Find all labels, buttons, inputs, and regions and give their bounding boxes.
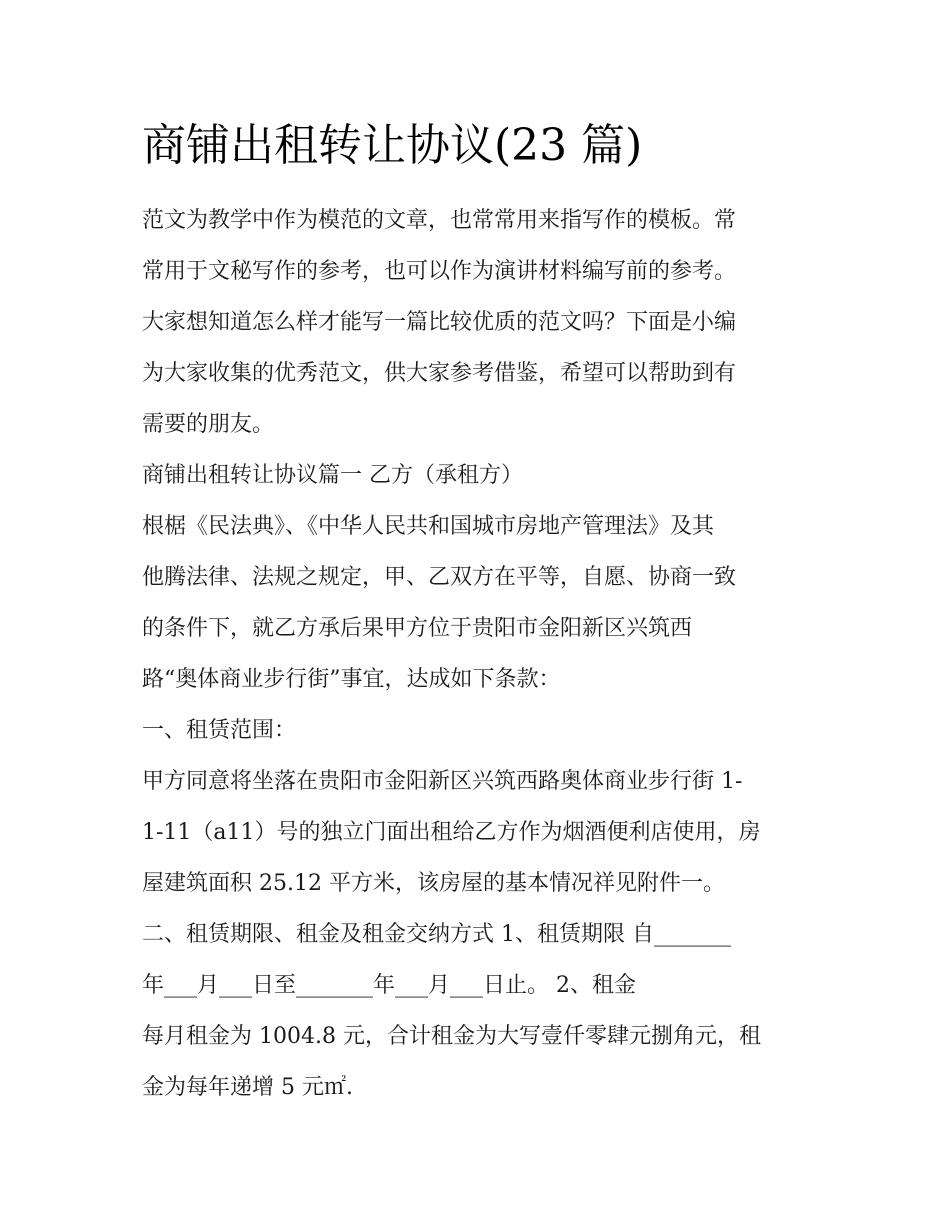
clause-heading: 二、租赁期限、租金及租金交纳方式 1、租赁期限 自_______ (142, 922, 731, 947)
document-title: 商铺出租转让协议(23 篇) (142, 120, 643, 171)
body-line: 1-11（a11）号的独立门面出租给乙方作为烟酒便利店使用，房 (142, 820, 761, 845)
body-line: 年___月___日至_______年___月___日止。 2、租金 (142, 973, 636, 998)
body-line: 常用于文秘写作的参考，也可以作为演讲材料编写前的参考。 (142, 259, 737, 284)
body-line: 金为每年递增 5 元㎡. (142, 1075, 353, 1100)
section-heading: 商铺出租转让协议篇一 乙方（承租方） (142, 463, 523, 488)
body-line: 根椐《民法典》、《中华人民共和国城市房地产管理法》及其 (142, 514, 715, 539)
body-line: 的条件下，就乙方承后果甲方位于贵阳市金阳新区兴筑西 (142, 616, 693, 641)
body-line: 路“奥体商业步行街”事宜，达成如下条款： (142, 667, 561, 692)
body-line: 需要的朋友。 (142, 412, 275, 437)
clause-heading: 一、租赁范围： (142, 718, 297, 743)
body-line: 为大家收集的优秀范文，供大家参考借鉴，希望可以帮助到有 (142, 361, 737, 386)
body-line: 范文为教学中作为模范的文章，也常常用来指写作的模板。常 (142, 208, 737, 233)
body-line: 大家想知道怎么样才能写一篇比较优质的范文吗？下面是小编 (142, 310, 737, 335)
body-line: 甲方同意将坐落在贵阳市金阳新区兴筑西路奥体商业步行街 1- (142, 769, 743, 794)
body-line: 每月租金为 1004.8 元，合计租金为大写壹仟零肆元捌角元，租 (142, 1024, 761, 1049)
body-line: 屋建筑面积 25.12 平方米，该房屋的基本情况祥见附件一。 (142, 871, 725, 896)
body-line: 他腾法律、法规之规定，甲、乙双方在平等，自愿、协商一致 (142, 565, 737, 590)
